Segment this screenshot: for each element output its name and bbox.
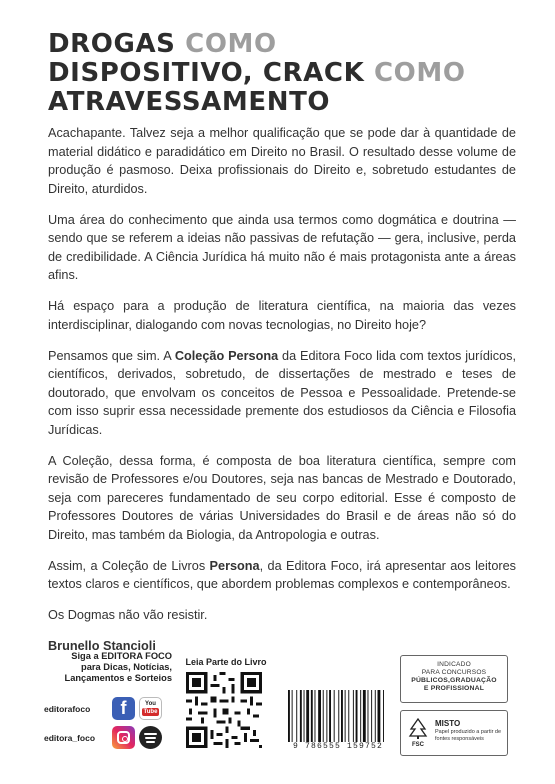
title-line1-light: COMO	[185, 29, 277, 59]
qr-code[interactable]	[186, 672, 262, 748]
paragraph-5: A Coleção, dessa forma, é composta de boa literatura científica, sempre com revisão de Professores e/ou Doutores, seja nas bancas de Mestrado e Doutorado, seja com pareceres fundamentado de seu corpo editorial. Esse é composto de Professores Doutores de várias Universidades do Brasil e de áreas não só do Direito, mas também da Biologia, da Antropologia e outras.	[48, 453, 516, 542]
title-line2-light: COMO	[373, 58, 466, 88]
youtube-icon-tube: Tube	[143, 709, 158, 715]
paragraph-6-text-a: Assim, a Coleção de Livros	[48, 558, 210, 573]
follow-line-2: para Dicas, Notícias,	[81, 662, 172, 672]
follow-text	[34, 651, 172, 684]
paragraph-3: Há espaço para a produção de literatura científica, na maioria das vezes interdisciplinar, dialogando com novas tecnologias, no Direito hoje?	[48, 299, 516, 332]
synopsis	[48, 124, 516, 668]
indicado-line-2: PARA CONCURSOS	[421, 669, 487, 676]
paragraph-1: Acachapante. Talvez seja a melhor qualificação que se pode dar à quantidade de material didático e paradidático em Direito no Brasil. O resultado desse volume de produção é pasmoso. Deixa profissionais do Direito e, sobretudo estudantes de Direito, aturdidos.	[48, 126, 516, 196]
social-row-1	[44, 697, 162, 720]
fsc-subtitle: Papel produzido a partir de fontes responsáveis	[435, 729, 502, 742]
title-line2-bold: DISPOSITIVO, CRACK	[48, 58, 365, 88]
social-row-2	[44, 726, 162, 749]
author-name: Brunello Stancioli	[48, 639, 156, 653]
fsc-box	[400, 710, 508, 756]
indicado-line-3: PÚBLICOS,GRADUAÇÃO	[411, 677, 497, 684]
paragraph-4	[48, 347, 516, 440]
paragraph-6	[48, 557, 516, 594]
indicado-line-1: INDICADO	[437, 661, 471, 668]
fsc-logo-text: FSC	[412, 742, 424, 747]
facebook-icon[interactable]: f	[112, 697, 135, 720]
paragraph-4-text-b: da Editora Foco lida com textos jurídicos, científicos, derivados, sobretudo, de dissertações de mestrado e teses de doutorado, que envolvam os conceitos de Pessoa e Pessoalidade. Pretende-se com isso suprir essa necessidade premente dos estudiosos da Ciência e Filosofia Jurídicas.	[48, 348, 517, 437]
fsc-title: MISTO	[435, 719, 461, 728]
follow-line-1: Siga a EDITORA FOCO	[71, 651, 172, 661]
title-line3-bold: ATRAVESSAMENTO	[48, 87, 331, 117]
back-cover-title	[48, 30, 528, 117]
social-handle-2: editora_foco	[44, 732, 96, 743]
instagram-icon[interactable]	[112, 726, 135, 749]
spotify-icon[interactable]	[139, 726, 162, 749]
collection-name: Coleção Persona	[174, 348, 279, 363]
paragraph-6-text-b: , da Editora Foco, irá apresentar aos leitores textos claros e científicos, que abordem problemas complexos e contemporâneos.	[48, 558, 516, 591]
paragraph-4-text-a: Pensamos que sim. A	[48, 348, 175, 363]
indicado-line-4: E PROFISSIONAL	[423, 685, 485, 692]
social-handle-1: editorafoco	[44, 703, 91, 714]
youtube-icon[interactable]	[139, 697, 162, 720]
indicado-box	[400, 655, 508, 703]
title-line1-bold: DROGAS	[48, 29, 176, 59]
persona-name: Persona	[209, 558, 260, 573]
qr-label: Leia Parte do Livro	[185, 657, 267, 667]
follow-line-3: Lançamentos e Sorteios	[64, 673, 172, 683]
fsc-tree-icon	[407, 717, 429, 747]
youtube-icon-you: You	[145, 701, 156, 707]
isbn-number: 9 786555 159752	[288, 742, 388, 751]
paragraph-2: Uma área do conhecimento que ainda usa termos como dogmática e doutrina — sendo que se referem a ideias não passivas de refutação — gera, inclusive, perda de credibilidade. A Ciência Jurídica há muito não é mais protagonista ante a áreas afins.	[48, 212, 516, 282]
paragraph-7: Os Dogmas não vão resistir.	[48, 608, 208, 622]
